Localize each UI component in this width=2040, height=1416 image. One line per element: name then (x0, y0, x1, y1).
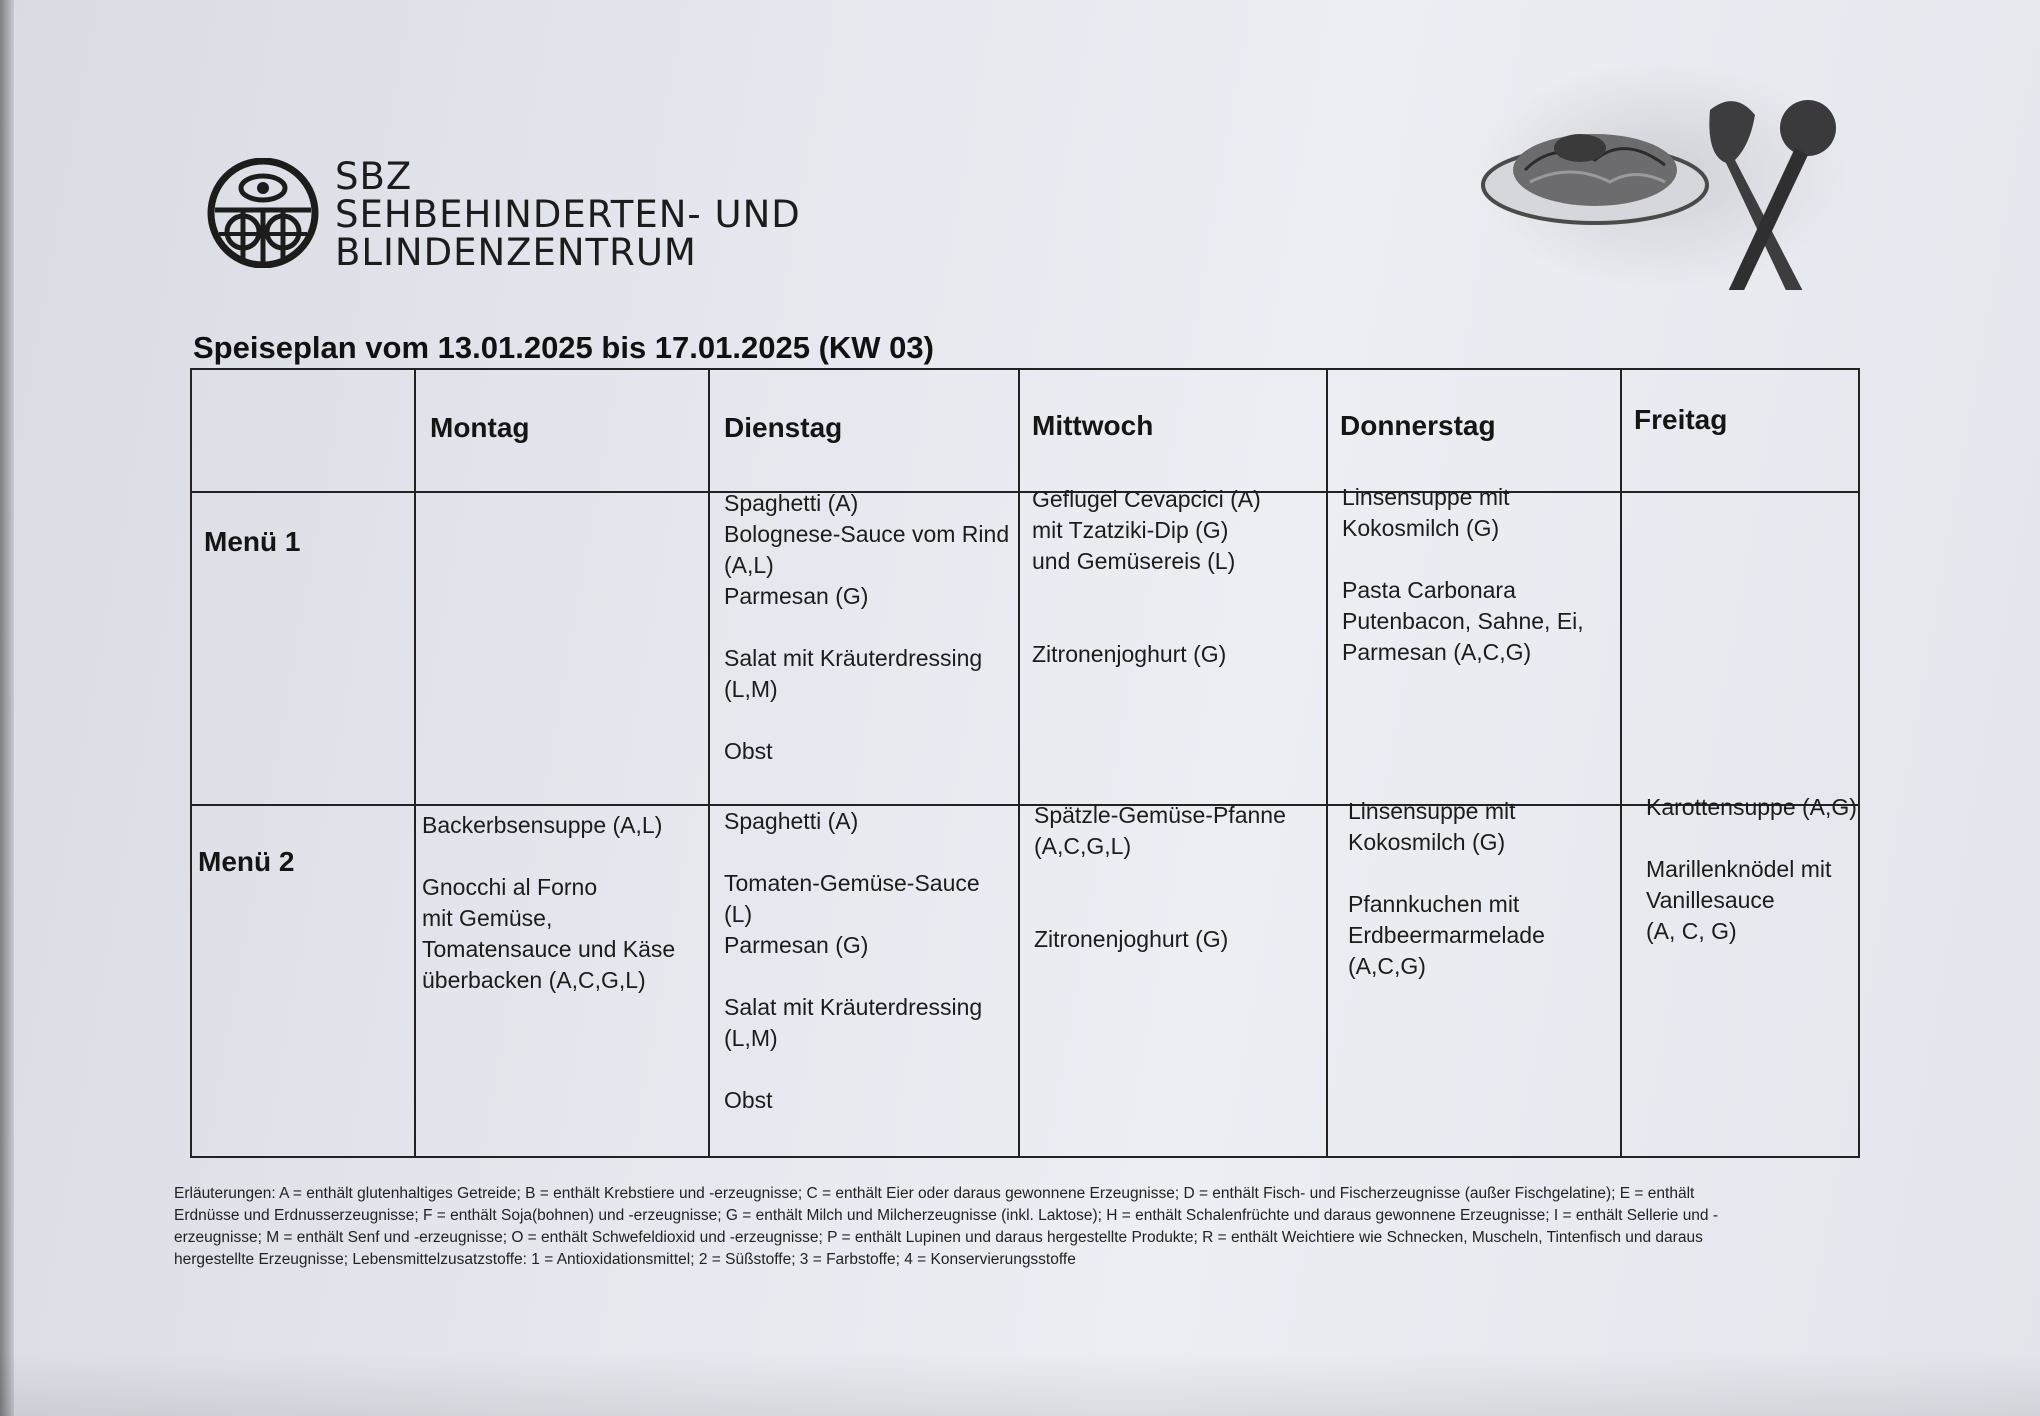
menu-line: Spaghetti (A) (724, 490, 859, 516)
menu-line: mit Gemüse, (422, 905, 553, 931)
menu-line: Pasta Carbonara (1342, 577, 1516, 603)
cell-menu2-dienstag (724, 806, 982, 1116)
cell-menu1-donnerstag (1342, 482, 1584, 668)
menu-line: Parmesan (G) (724, 583, 869, 609)
menu-line: Obst (724, 1087, 773, 1113)
menu-line (1032, 608, 1261, 639)
menu-line (724, 1054, 982, 1085)
legend-line: Erdnüsse und Erdnusserzeugnisse; F = enthält Soja(bohnen) und -erzeugnisse; G = enthält Milch und Milcherzeugnisse (inkl. Laktose); H = enthält Schalenfrüchte und daraus gewonnene Erzeugnisse; I = enthält Sellerie und - (174, 1207, 1719, 1224)
table-divider (1620, 370, 1622, 1156)
menu-line: Parmesan (G) (724, 932, 869, 958)
menu-line (1342, 544, 1584, 575)
menu-line (1646, 823, 1857, 854)
menu-line (422, 841, 675, 872)
organization-line-1: SBZ (335, 155, 413, 198)
menu-line: Parmesan (A,C,G) (1342, 639, 1532, 665)
menu-line: Geflügel Cevapcici (A) (1032, 486, 1261, 512)
cell-menu2-mittwoch (1034, 800, 1286, 955)
menu-line: Backerbsensuppe (A,L) (422, 812, 663, 838)
menu-line: (A, C, G) (1646, 918, 1737, 944)
menu-line: (L) (724, 901, 753, 927)
menu-line: Zitronenjoghurt (G) (1034, 926, 1229, 952)
menu-line: überbacken (A,C,G,L) (422, 967, 646, 993)
cell-menu2-donnerstag (1348, 796, 1545, 982)
menu-table (190, 368, 1860, 1158)
header-dienstag: Dienstag (724, 412, 843, 443)
menu-line: Vanillesauce (1646, 887, 1775, 913)
menu-line: Kokosmilch (G) (1348, 829, 1506, 855)
cell-menu2-montag (422, 810, 675, 996)
food-illustration (1470, 60, 1850, 290)
header-montag: Montag (430, 412, 530, 443)
table-divider (1326, 370, 1328, 1156)
cell-menu1-mittwoch (1032, 484, 1261, 670)
menu-line (724, 705, 1009, 736)
menu-line: Putenbacon, Sahne, Ei, (1342, 608, 1584, 634)
menu-line: Linsensuppe mit (1348, 798, 1516, 824)
menu-line: (L,M) (724, 1025, 778, 1051)
header-mittwoch: Mittwoch (1032, 410, 1154, 441)
menu-line: Pfannkuchen mit (1348, 891, 1520, 917)
legend-line: hergestellte Erzeugnisse; Lebensmittelzusatzstoffe: 1 = Antioxidationsmittel; 2 = Süßstoffe; 3 = Farbstoffe; 4 = Konservierungsstoffe (174, 1251, 1076, 1268)
menu-line: Obst (724, 738, 773, 764)
allergen-legend (174, 1183, 1914, 1271)
header-donnerstag: Donnerstag (1340, 410, 1496, 441)
cell-menu1-dienstag (724, 488, 1009, 767)
page-title: Speiseplan vom 13.01.2025 bis 17.01.2025 (KW 03) (193, 330, 934, 365)
menu-line: Kokosmilch (G) (1342, 515, 1500, 541)
legend-line: erzeugnisse; M = enthält Senf und -erzeugnisse; O = enthält Schwefeldioxid und -erzeugnisse; P = enthält Lupinen und daraus hergestellte Produkte; R = enthält Weichtiere wie Schnecken, Muscheln, Tintenfisch und daraus (174, 1229, 1703, 1246)
menu-line: Tomaten-Gemüse-Sauce (724, 870, 980, 896)
table-divider (414, 370, 416, 1156)
organization-line-2: SEHBEHINDERTEN- UND (335, 193, 801, 236)
menu-line: (L,M) (724, 676, 778, 702)
menu-line: Gnocchi al Forno (422, 874, 598, 900)
menu-line: Bolognese-Sauce vom Rind (724, 521, 1010, 547)
menu-line (1034, 862, 1286, 893)
menu-line: (A,L) (724, 552, 774, 578)
row-label-menu-1: Menü 1 (204, 526, 301, 557)
paper-shadow-left (0, 0, 14, 1416)
menu-line: (A,C,G) (1348, 953, 1426, 979)
menu-line: Tomatensauce und Käse (422, 936, 676, 962)
menu-line: Marillenknödel mit (1646, 856, 1832, 882)
menu-line (724, 961, 982, 992)
sbz-logo-icon (205, 158, 325, 268)
menu-line: Linsensuppe mit (1342, 484, 1510, 510)
legend-line: Erläuterungen: A = enthält glutenhaltiges Getreide; B = enthält Krebstiere und -erzeugnisse; C = enthält Eier oder daraus gewonnene Erzeugnisse; D = enthält Fisch- und Fischerzeugnisse (außer Fischgelatine); E = enthält (174, 1185, 1695, 1202)
cell-menu2-freitag (1646, 792, 1857, 947)
menu-line: (A,C,G,L) (1034, 833, 1132, 859)
menu-line: Spaghetti (A) (724, 808, 859, 834)
menu-line: und Gemüsereis (L) (1032, 548, 1236, 574)
menu-line (1034, 893, 1286, 924)
menu-line: Erdbeermarmelade (1348, 922, 1545, 948)
menu-line: Salat mit Kräuterdressing (724, 645, 983, 671)
menu-line (724, 837, 982, 868)
paper-shadow-bottom (0, 1350, 2040, 1416)
menu-line (1032, 577, 1261, 608)
menu-line: Spätzle-Gemüse-Pfanne (1034, 802, 1286, 828)
pasta-plate-and-utensils-icon (1470, 60, 1850, 290)
menu-line (724, 612, 1009, 643)
menu-line (1348, 858, 1545, 889)
table-divider (1018, 370, 1020, 1156)
organization-line-3: BLINDENZENTRUM (335, 231, 697, 274)
menu-line: Salat mit Kräuterdressing (724, 994, 983, 1020)
table-divider (192, 804, 1858, 806)
menu-line: Karottensuppe (A,G) (1646, 794, 1857, 820)
organization-name (335, 155, 801, 274)
menu-line: mit Tzatziki-Dip (G) (1032, 517, 1229, 543)
table-divider (708, 370, 710, 1156)
row-label-menu-2: Menü 2 (198, 846, 295, 877)
menu-line: Zitronenjoghurt (G) (1032, 641, 1227, 667)
header-freitag: Freitag (1634, 404, 1728, 435)
table-divider (192, 491, 1858, 493)
